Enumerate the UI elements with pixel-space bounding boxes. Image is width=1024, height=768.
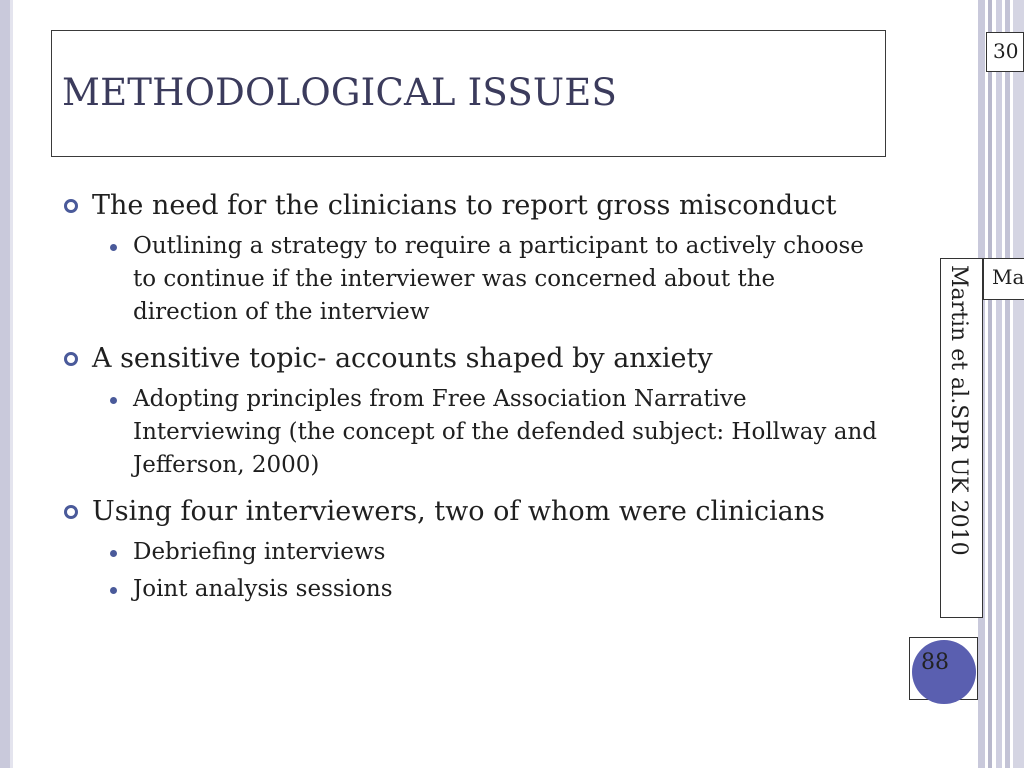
bullet-level1	[60, 341, 880, 377]
citation-box	[940, 258, 983, 618]
ring-bullet-icon	[64, 352, 78, 366]
bullet-level2	[60, 536, 880, 569]
bullet-level2	[60, 383, 880, 482]
bullet-text: A sensitive topic- accounts shaped by anxiety	[92, 343, 713, 374]
sub-bullet-text: Joint analysis sessions	[133, 576, 393, 602]
bullet-level2	[60, 230, 880, 329]
ring-bullet-icon	[64, 505, 78, 519]
dot-bullet-icon	[110, 244, 117, 251]
dot-bullet-icon	[110, 397, 117, 404]
bullet-level1	[60, 188, 880, 224]
title-box	[51, 30, 886, 157]
bullet-level2	[60, 573, 880, 606]
dot-bullet-icon	[110, 550, 117, 557]
bullet-list	[60, 188, 880, 610]
slide-number: 30	[993, 39, 1019, 63]
slide-title: METHODOLOGICAL ISSUES	[62, 71, 618, 114]
citation-partial-box	[983, 258, 1024, 300]
bullet-level1	[60, 494, 880, 530]
sub-bullet-text: Debriefing interviews	[133, 539, 386, 565]
page-number: 88	[921, 650, 949, 675]
ring-bullet-icon	[64, 199, 78, 213]
slide-number-box	[986, 32, 1024, 72]
bullet-text: Using four interviewers, two of whom were clinicians	[92, 496, 825, 527]
bullet-text: The need for the clinicians to report gross misconduct	[92, 190, 837, 221]
left-decorative-rail	[0, 0, 10, 768]
sub-bullet-text: Adopting principles from Free Association Narrative Interviewing (the concept of the defended subject: Hollway and Jefferson, 2000)	[133, 386, 877, 478]
citation-partial-text: Ma	[992, 265, 1024, 289]
dot-bullet-icon	[110, 587, 117, 594]
right-decorative-stripes	[978, 0, 1024, 768]
page-number-box	[909, 637, 978, 700]
citation-vertical-text: Martin et al.SPR UK 2010	[946, 265, 971, 556]
left-decorative-rail-inner	[10, 0, 13, 768]
sub-bullet-text: Outlining a strategy to require a participant to actively choose to continue if the interviewer was concerned about the direction of the interview	[133, 233, 864, 325]
